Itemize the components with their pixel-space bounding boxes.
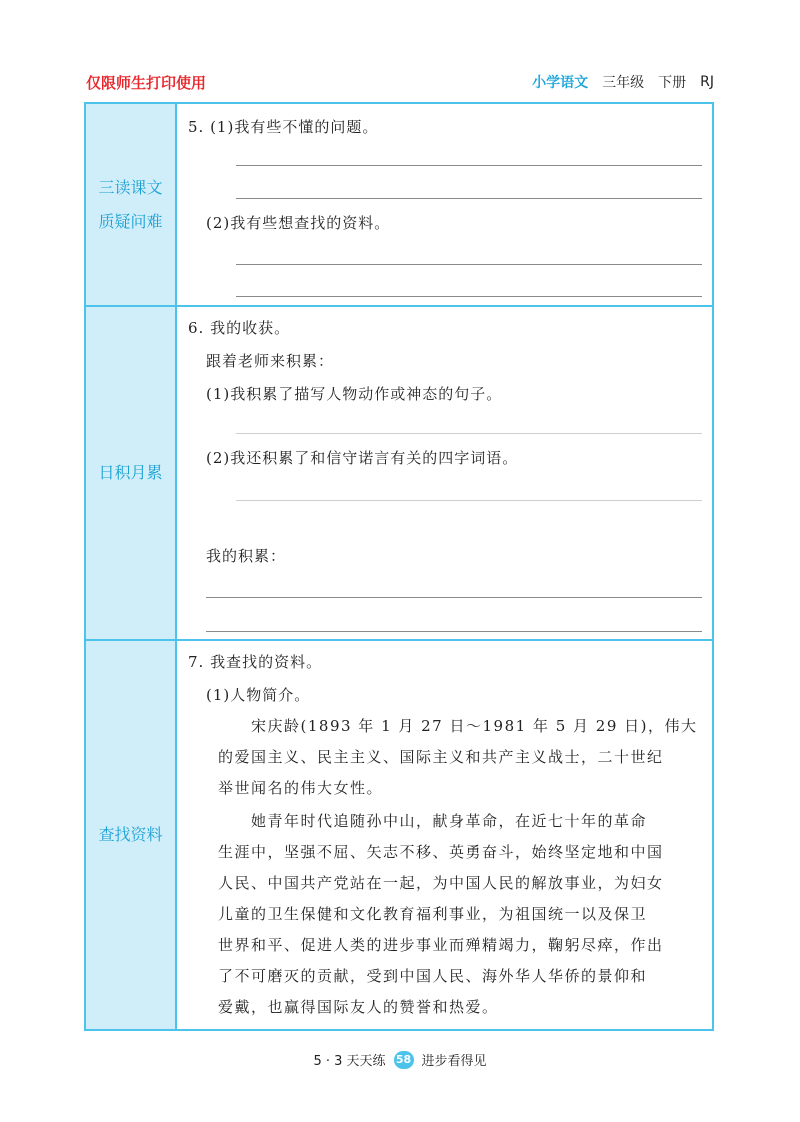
- paragraph-line: 人民、中国共产党站在一起，为中国人民的解放事业，为妇女: [218, 874, 664, 892]
- volume-label: 下册: [658, 75, 687, 91]
- answer-line[interactable]: [236, 500, 702, 501]
- paragraph-line: 她青年时代追随孙中山，献身革命，在近七十年的革命: [218, 812, 648, 830]
- book-info: [532, 72, 714, 92]
- edition-label: RJ: [700, 74, 714, 90]
- section-accumulation: [86, 307, 712, 641]
- side-label-line: 日积月累: [98, 463, 163, 482]
- page-footer: [0, 1050, 800, 1069]
- question-7-title: 7. 我查找的资料。: [188, 653, 323, 671]
- grade-label: 三年级: [602, 75, 645, 91]
- question-7-sub1: (1)人物简介。: [206, 686, 311, 704]
- side-label-line: 查找资料: [98, 825, 163, 844]
- paragraph-line: 世界和平、促进人类的进步事业而殚精竭力，鞠躬尽瘁，作出: [218, 936, 664, 954]
- question-5-sub2: (2)我有些想查找的资料。: [206, 214, 391, 232]
- paragraph-line: 宋庆龄(1893 年 1 月 27 日～1981 年 5 月 29 日)，伟大: [218, 717, 698, 735]
- print-notice: 仅限师生打印使用: [86, 74, 207, 92]
- section-side-label: [86, 104, 177, 305]
- section-side-label: [86, 641, 177, 1029]
- question-5-title: 5. (1)我有些不懂的问题。: [188, 118, 379, 136]
- footer-slogan: 进步看得见: [421, 1054, 487, 1069]
- paragraph-line: 生涯中，坚强不屈、矢志不移、英勇奋斗，始终坚定地和中国: [218, 843, 664, 861]
- side-label-line: 三读课文: [98, 177, 163, 197]
- subject-label: 小学语文: [532, 75, 589, 91]
- question-6-mine: 我的积累：: [206, 547, 287, 565]
- paragraph-line: 的爱国主义、民主主义、国际主义和共产主义战士，二十世纪: [218, 748, 664, 766]
- answer-line[interactable]: [236, 165, 702, 166]
- question-6-intro: 跟着老师来积累：: [206, 352, 335, 370]
- paragraph-line: 举世闻名的伟大女性。: [218, 779, 384, 797]
- paragraph-line: 了不可磨灭的贡献，受到中国人民、海外华人华侨的景仰和: [218, 967, 648, 985]
- paragraph-line: 爱戴，也赢得国际友人的赞誉和热爱。: [218, 998, 499, 1016]
- footer-brand: 5 · 3 天天练: [313, 1054, 386, 1069]
- question-6-title: 6. 我的收获。: [188, 319, 291, 337]
- answer-line[interactable]: [236, 264, 702, 265]
- paragraph-line: 儿童的卫生保健和文化教育福利事业，为祖国统一以及保卫: [218, 905, 648, 923]
- answer-line[interactable]: [206, 631, 702, 632]
- question-6-sub2: (2)我还积累了和信守诺言有关的四字词语。: [206, 449, 519, 467]
- section-side-label: [86, 307, 177, 639]
- page-number-badge: 58: [394, 1051, 414, 1069]
- answer-line[interactable]: [236, 433, 702, 434]
- worksheet-table: [84, 102, 714, 1031]
- side-label-line: 质疑问难: [98, 211, 163, 231]
- answer-line[interactable]: [236, 296, 702, 297]
- question-6-sub1: (1)我积累了描写人物动作或神态的句子。: [206, 385, 503, 403]
- answer-line[interactable]: [236, 198, 702, 199]
- section-questions: [86, 104, 712, 307]
- answer-line[interactable]: [206, 597, 702, 598]
- section-research: [86, 641, 712, 1029]
